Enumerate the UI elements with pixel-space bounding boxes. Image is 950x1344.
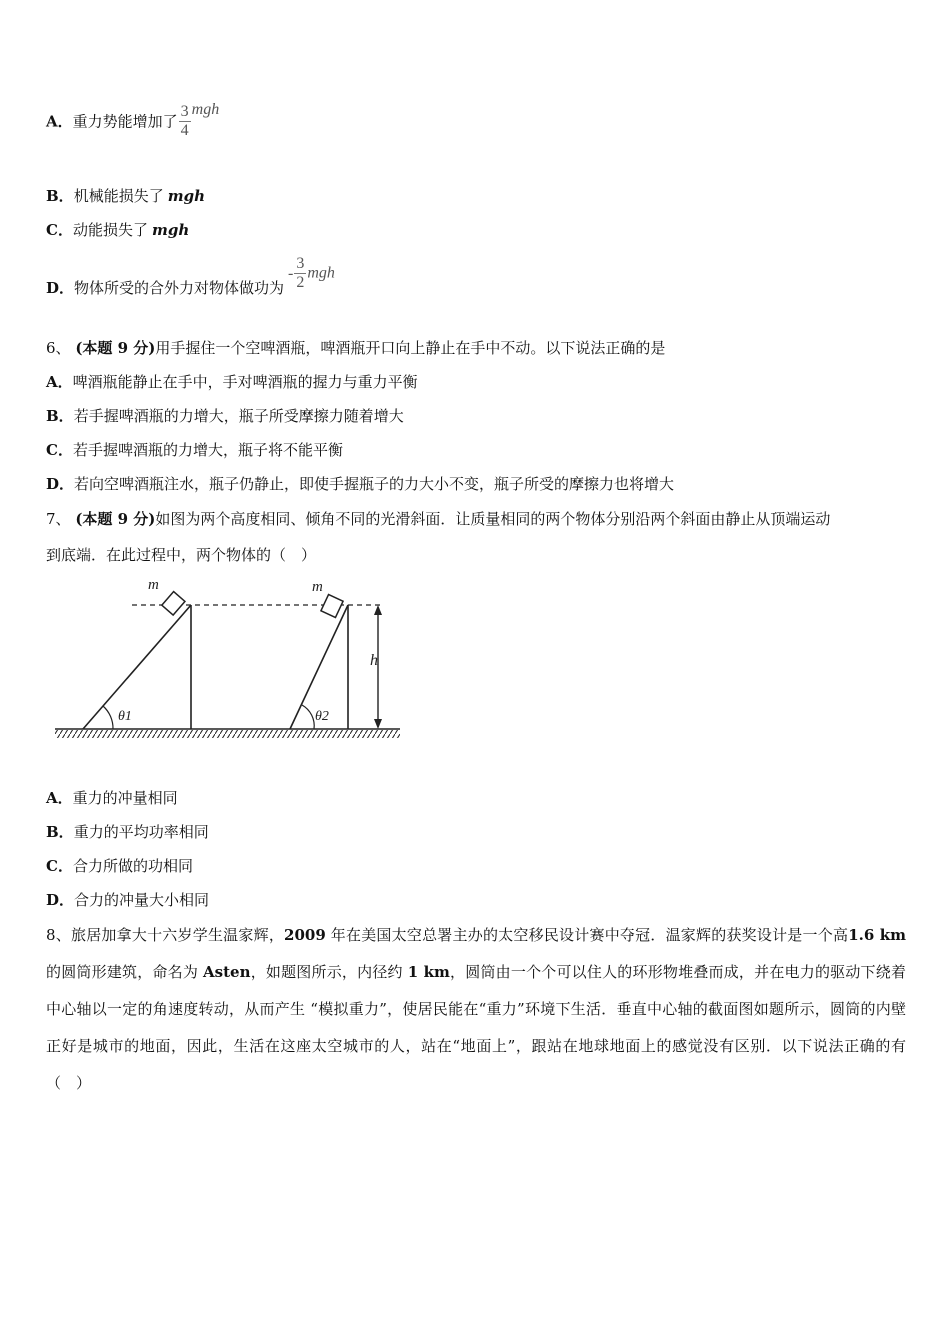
option-label: C．	[46, 441, 73, 459]
option-text: 合力的冲量大小相同	[74, 891, 210, 909]
option-text: 重力的冲量相同	[72, 789, 178, 807]
question-score: (本题 9 分)	[75, 339, 156, 357]
option-text: 若向空啤酒瓶注水，瓶子仍静止，即使手握瓶子的力大小不变，瓶子所受的摩擦力也将增大	[74, 475, 675, 493]
q7-option-b	[46, 822, 209, 842]
height-label: h	[370, 652, 378, 669]
option-text: 若手握啤酒瓶的力增大，瓶子将不能平衡	[72, 441, 343, 459]
question-number: 7、	[46, 510, 71, 528]
fraction-denominator: 4	[180, 122, 189, 139]
q6-option-b	[46, 406, 404, 426]
q7-option-c	[46, 856, 193, 876]
angle-2-arc	[302, 705, 314, 729]
q7-option-a	[46, 788, 178, 808]
question-stem: 用手握住一个空啤酒瓶，啤酒瓶开口向上静止在手中不动。以下说法正确的是	[155, 339, 666, 357]
q6-option-a	[46, 372, 418, 392]
option-text: 啤酒瓶能静止在手中，手对啤酒瓶的握力与重力平衡	[72, 373, 418, 391]
question-stem: 如图为两个高度相同、倾角不同的光滑斜面．让质量相同的两个物体分别沿两个斜面由静止从顶端运动	[155, 510, 831, 528]
option-label: A．	[46, 789, 73, 807]
block-2	[321, 594, 343, 617]
option-label: A．	[46, 373, 73, 391]
inclined-planes-figure	[50, 574, 410, 746]
q8-paragraph	[46, 917, 906, 1102]
fraction	[179, 104, 191, 139]
q8-text-seg3: 的圆筒形建筑，命名为	[46, 963, 204, 981]
formula-mgh: mgh	[167, 187, 205, 205]
q6-option-d	[46, 474, 674, 494]
option-text: 重力的平均功率相同	[73, 823, 209, 841]
option-text: 物体所受的合外力对物体做功为	[74, 278, 285, 297]
q7-option-d	[46, 890, 209, 910]
question-stem-continued: 到底端．在此过程中，两个物体的（ ）	[46, 546, 317, 564]
question-score: (本题 9 分)	[75, 510, 156, 528]
height-arrow-top-head	[374, 605, 382, 615]
option-label: D．	[46, 278, 75, 297]
mass-label-1: m	[148, 577, 159, 593]
option-label: B．	[46, 407, 74, 425]
q5-option-b	[46, 186, 205, 206]
option-text: 动能损失了	[72, 221, 148, 239]
fraction-denominator: 2	[296, 274, 305, 291]
q5-option-a	[46, 100, 220, 139]
fraction-numerator: 3	[180, 103, 189, 120]
ground-hatch	[55, 730, 400, 738]
q5-option-c	[46, 220, 189, 240]
fraction-numerator: 3	[296, 255, 305, 272]
angle-1-arc	[103, 706, 113, 729]
q8-text-seg4: ，如题图所示，内径约	[250, 963, 408, 981]
q8-year: 2009	[284, 926, 326, 944]
minus-sign: -	[288, 264, 294, 282]
option-label: B．	[46, 823, 74, 841]
q8-height-value: 1.6 km	[848, 926, 906, 944]
angle-label-1: θ1	[118, 709, 132, 724]
q8-diameter-value: 1 km	[407, 963, 450, 981]
angle-label-2: θ2	[315, 709, 329, 724]
option-text: 机械能损失了	[73, 187, 164, 205]
option-label: D．	[46, 475, 75, 493]
option-text: 合力所做的功相同	[72, 857, 193, 875]
q8-name: Asten	[203, 963, 251, 981]
question-number: 6、	[46, 339, 71, 357]
incline-1-slope	[83, 605, 191, 729]
mass-label-2: m	[312, 579, 323, 595]
option-text: 重力势能增加了	[72, 112, 178, 131]
option-label: C．	[46, 857, 73, 875]
block-1	[162, 592, 185, 615]
q6-option-c	[46, 440, 343, 460]
q6-stem	[46, 338, 665, 358]
option-label: C．	[46, 221, 73, 239]
option-text: 若手握啤酒瓶的力增大，瓶子所受摩擦力随着增大	[73, 407, 404, 425]
q8-text-seg1: 旅居加拿大十六岁学生温家辉，	[70, 926, 285, 944]
formula-mgh: mgh	[307, 264, 335, 282]
q5-option-d	[46, 255, 335, 297]
q7-stem-line1	[46, 509, 830, 529]
q7-stem-line2	[46, 545, 316, 565]
q8-text-seg2: 年在美国太空总署主办的太空移民设计赛中夺冠．温家辉的获奖设计是一个高	[325, 926, 849, 944]
option-label: D．	[46, 891, 75, 909]
option-label: B．	[46, 187, 74, 205]
fraction	[294, 256, 306, 291]
formula-mgh: mgh	[191, 100, 220, 118]
option-label: A．	[46, 112, 73, 131]
height-arrow-bottom-head	[374, 719, 382, 729]
q8-text-seg5: ，圆筒由一个个可以住人的环形物堆叠而成，并在电力的驱动下绕着中心轴以一定的角速度转动，从而产生 “模拟重力”，使居民能在“重力”环境下生活．垂直中心轴的截面图如题所示，圆筒的内壁正好是城市的地面，因此，生活在这座太空城市的人，站在“地面上”，跟站在地球地面上的感觉没有区别．以下说法正确的有（ ）	[46, 963, 906, 1092]
question-number: 8、	[46, 926, 71, 944]
formula-mgh: mgh	[151, 221, 190, 239]
